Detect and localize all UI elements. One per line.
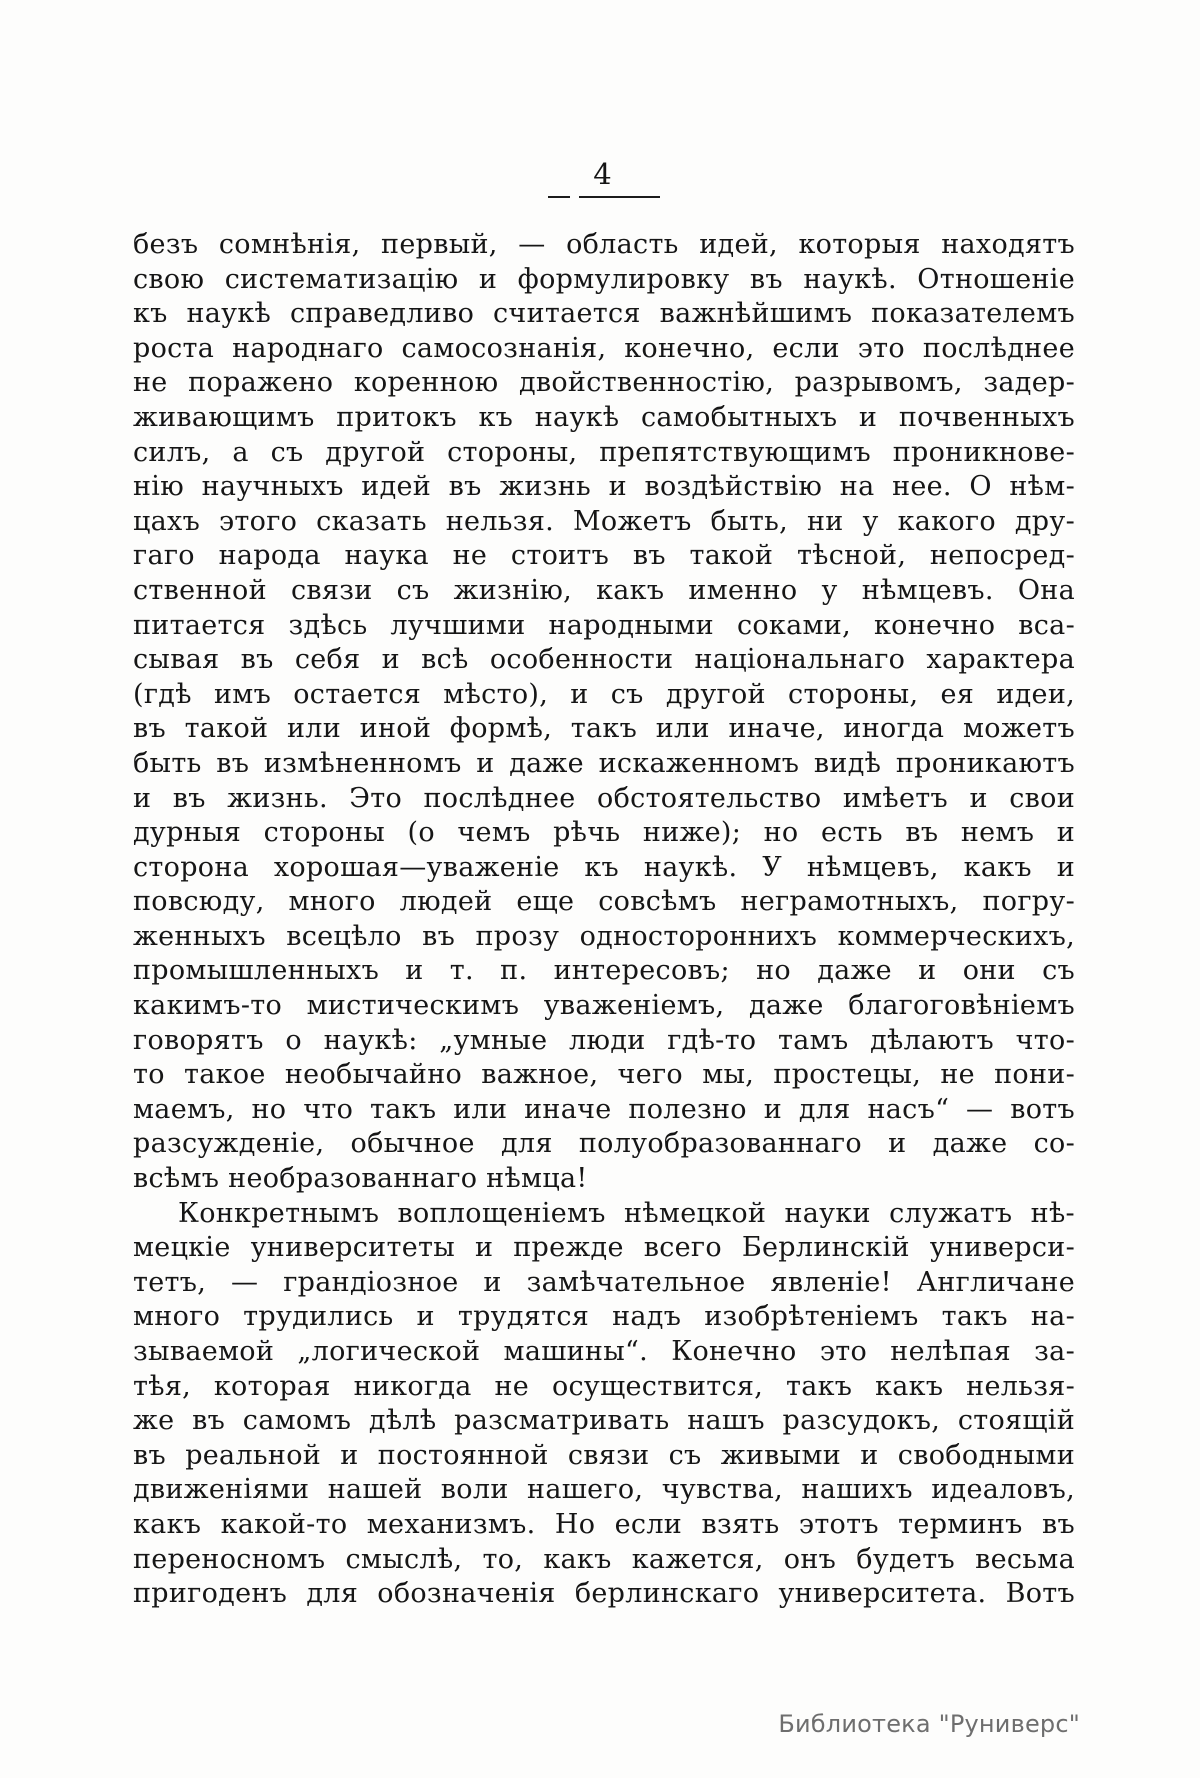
text-line: сторона хорошая—уваженіе къ наукѣ. У нѣмцевъ, какъ и	[133, 851, 1075, 883]
text-line: дурныя стороны (о чемъ рѣчь ниже); но есть въ немъ и	[133, 817, 1075, 849]
text-line: тѣя, которая никогда не осуществится, такъ какъ нельзя-	[133, 1370, 1075, 1402]
text-line: какимъ-то мистическимъ уваженіемъ, даже благоговѣніемъ	[133, 990, 1075, 1022]
text-line: говорятъ о наукѣ: „умные люди гдѣ-то тамъ дѣлаютъ что-	[133, 1024, 1075, 1056]
text-line: же въ самомъ дѣлѣ разсматривать нашъ разсудокъ, стоящій	[133, 1405, 1075, 1437]
text-line: гаго народа наука не стоитъ въ такой тѣсной, непосред-	[133, 540, 1075, 572]
text-line: питается здѣсь лучшими народными соками, конечно вса-	[133, 609, 1075, 641]
text-line: (гдѣ имъ остается мѣсто), и съ другой стороны, ея идеи,	[133, 678, 1075, 710]
text-line: и въ жизнь. Это послѣднее обстоятельство имѣетъ и свои	[133, 782, 1075, 814]
text-line: тетъ, — грандіозное и замѣчательное явленіе! Англичане	[133, 1266, 1075, 1298]
text-line: много трудились и трудятся надъ изобрѣтеніемъ такъ на-	[133, 1301, 1075, 1333]
text-line: зываемой „логической машины“. Конечно это нелѣпая за-	[133, 1336, 1075, 1367]
body-text	[133, 228, 1075, 1612]
text-line: ственной связи съ жизнію, какъ именно у нѣмцевъ. Она	[133, 574, 1075, 606]
text-line: движеніями нашей воли нашего, чувства, нашихъ идеаловъ,	[133, 1474, 1075, 1506]
text-line: не поражено коренною двойственностію, разрывомъ, задер-	[133, 367, 1075, 399]
text-line: всѣмъ необразованнаго нѣмца!	[133, 1163, 588, 1195]
text-line: мецкіе университеты и прежде всего Берлинскій универси-	[133, 1232, 1075, 1264]
text-line: нію научныхъ идей въ жизнь и воздѣйствію на нее. О нѣм-	[133, 471, 1075, 503]
text-line: цахъ этого сказать нельзя. Можетъ быть, ни у какого дру-	[133, 505, 1075, 537]
text-line: къ наукѣ справедливо считается важнѣйшимъ показателемъ	[133, 298, 1075, 330]
text-line: переносномъ смыслѣ, то, какъ кажется, онъ будетъ весьма	[133, 1543, 1075, 1575]
header-rule-short-segment	[548, 196, 570, 198]
text-line: пригоденъ для обозначенія берлинскаго университета. Вотъ	[133, 1578, 1075, 1610]
text-line: маемъ, но что такъ или иначе полезно и для насъ“ — вотъ	[133, 1093, 1075, 1125]
library-watermark: Библиотека "Руниверс"	[778, 1710, 1080, 1738]
text-line: сывая въ себя и всѣ особенности національнаго характера	[133, 644, 1075, 676]
header-rule-long-segment	[579, 196, 660, 198]
text-line: быть въ измѣненномъ и даже искаженномъ видѣ проникаютъ	[133, 747, 1075, 779]
text-line: безъ сомнѣнія, первый, — область идей, которыя находятъ	[133, 229, 1075, 260]
text-line: какъ какой-то механизмъ. Но если взять этотъ терминъ въ	[133, 1508, 1075, 1540]
text-line: Конкретнымъ воплощеніемъ нѣмецкой науки служатъ нѣ-	[178, 1197, 1075, 1229]
header-rule	[548, 196, 660, 198]
text-line: женныхъ всецѣло въ прозу одностороннихъ коммерческихъ,	[133, 920, 1075, 952]
text-line: силъ, а съ другой стороны, препятствующимъ проникнове-	[133, 436, 1075, 468]
text-line: то такое необычайно важное, чего мы, простецы, не пони-	[133, 1059, 1075, 1091]
text-line: въ такой или иной формѣ, такъ или иначе, иногда можетъ	[133, 713, 1075, 745]
text-line: въ реальной и постоянной связи съ живыми и свободными	[133, 1439, 1075, 1471]
text-line: роста народнаго самосознанія, конечно, если это послѣднее	[133, 332, 1075, 364]
text-line: промышленныхъ и т. п. интересовъ; но даже и они съ	[133, 955, 1075, 987]
text-line: повсюду, много людей еще совсѣмъ неграмотныхъ, погру-	[133, 886, 1075, 918]
text-line: разсужденіе, обычное для полуобразованнаго и даже со-	[133, 1128, 1075, 1160]
text-line: живающимъ притокъ къ наукѣ самобытныхъ и почвенныхъ	[133, 401, 1075, 433]
text-line: свою систематизацію и формулировку въ наукѣ. Отношеніе	[133, 263, 1075, 295]
page-number: 4	[593, 157, 613, 191]
